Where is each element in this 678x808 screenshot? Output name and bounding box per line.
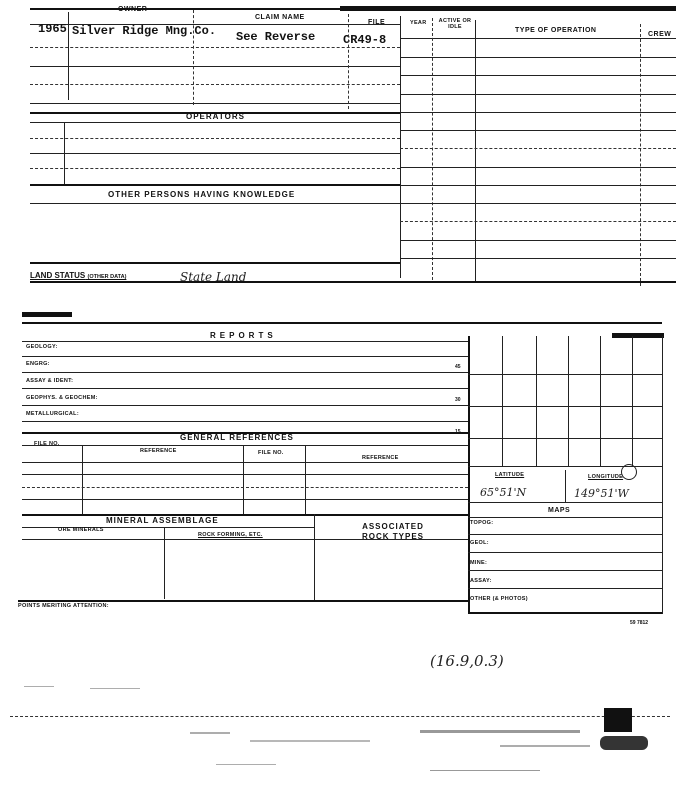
col-divider-type [475,20,476,282]
right-row-line [400,57,676,58]
grid-col [502,336,503,466]
maps-geol: GEOL: [470,540,489,546]
operators-line [30,138,400,139]
ref-header-file-no-2: FILE NO. [258,450,284,456]
scan-edge-line [10,716,670,717]
mineral-header-bottom [22,539,468,540]
mineral-col-assoc [314,514,315,602]
ref-line [22,462,468,463]
right-row-line [400,130,676,131]
scan-streak [190,732,230,734]
lat-long-bottom [468,502,662,503]
scan-streak [420,730,580,733]
ref-rule [22,445,468,446]
maps-other: OTHER (& PHOTOS) [470,596,528,602]
right-row-line [400,112,676,113]
grid-row [468,374,662,375]
file-header: FILE [368,19,386,26]
right-row-line [400,75,676,76]
right-row-line [400,185,676,186]
longitude-value: 149°51'W [574,487,629,500]
other-persons-label: OTHER PERSONS HAVING KNOWLEDGE [108,190,296,199]
ref-header-reference-2: REFERENCE [362,455,399,461]
bottom-form-top-mark-right [612,333,664,338]
maps-rule [468,517,662,518]
bottom-form-bottom-rule [468,612,662,614]
year-value: 1965 [38,22,67,36]
report-row-metallurgical: METALLURGICAL: [26,411,79,417]
operators-rule-under [30,122,400,123]
row-line [30,47,400,48]
operators-line [30,168,400,169]
ref-line [22,474,468,475]
grid-right-border [662,336,663,614]
year-header: YEAR [410,20,427,26]
col-divider-year [400,16,401,278]
reports-rule [22,341,468,342]
report-row-assay: ASSAY & IDENT: [26,378,74,384]
scale-15: 15 [455,429,461,435]
land-status-rule [30,262,400,264]
maps-label: MAPS [548,507,571,514]
report-row-engrg: ENGRG: [26,361,50,367]
maps-line [468,552,662,553]
longitude-circle-mark [621,464,637,480]
right-row-line [400,94,676,95]
grid-col [568,336,569,466]
grid-col [632,336,633,466]
ref-header-file-no-1: FILE NO. [34,441,60,447]
col-divider [193,10,194,105]
ref-col [305,445,306,515]
land-status-sub: (OTHER DATA) [87,274,127,280]
report-line [22,421,468,422]
ref-header-reference-1: REFERENCE [140,448,177,454]
latitude-value: 65°51'N [480,486,527,499]
ref-col [243,445,244,515]
maps-topog: TOPOG: [470,520,494,526]
crew-header: CREW [648,31,672,38]
land-status-label: LAND STATUS [30,271,86,280]
report-line [22,405,468,406]
owner-header: OWNER [118,6,148,13]
grid-col [600,336,601,466]
top-border-left [30,8,340,10]
grid-col [536,336,537,466]
maps-assay: ASSAY: [470,578,492,584]
report-row-geophys: GEOPHYS. & GEOCHEM: [26,395,98,401]
right-row-line [400,167,676,168]
latitude-label: LATITUDE [495,472,525,478]
points-rule [18,600,468,602]
maps-mine: MINE: [470,560,488,566]
grid-row [468,438,662,439]
report-line [22,356,468,357]
top-border-shadow [340,6,676,11]
right-grid-left-border [468,336,470,614]
row-line [30,84,400,85]
scan-speck [216,764,276,765]
scan-speck [90,688,140,689]
grid-row [468,406,662,407]
header-rule-right [400,38,676,39]
other-persons-rule [30,184,400,186]
points-meriting-label: POINTS MERITING ATTENTION: [18,603,109,609]
mineral-col [164,527,165,599]
right-row-line [400,258,676,259]
ref-line [22,499,468,500]
lat-long-divider [565,470,566,502]
scan-black-square [604,708,632,732]
handwritten-coordinates-note: (16.9,0.3) [430,652,504,670]
scan-streak [500,745,590,747]
report-row-geology: GEOLOGY: [26,344,58,350]
maps-line [468,570,662,571]
associated-rock-types-label: ASSOCIATED ROCK TYPES [361,522,424,541]
mineral-assemblage-label: MINERAL ASSEMBLAGE [106,516,219,525]
right-row-line [400,203,676,204]
scale-30: 30 [455,397,461,403]
ref-col [82,445,83,515]
scan-blot [600,736,648,750]
bottom-form-top-rule [22,322,662,324]
reports-label: REPORTS [210,331,277,340]
right-row-line [400,221,676,222]
general-references-label: GENERAL REFERENCES [180,433,294,442]
scan-streak [430,770,540,771]
report-line [22,372,468,373]
row-line [30,66,400,67]
scale-45: 45 [455,364,461,370]
col-divider [348,14,349,109]
claim-name-header: CLAIM NAME [255,14,305,21]
other-persons-rule-under [30,203,400,204]
bottom-form-top-mark-left [22,312,72,317]
land-status-label-wrap [30,271,126,280]
file-value: CR49-8 [343,33,387,47]
claim-name-value: See Reverse [236,30,316,44]
owner-value: Silver Ridge Mng.Co. [72,24,217,38]
scan-streak [250,740,370,742]
land-status-value: State Land [180,270,247,284]
report-line [22,388,468,389]
ore-minerals-label: ORE MINERALS [58,527,104,533]
right-row-line [400,240,676,241]
scan-speck [24,686,54,687]
row-line [30,103,400,104]
operators-line [30,153,400,154]
maps-line [468,588,662,589]
mineral-assemblage-rule [22,514,468,516]
operators-label: OPERATORS [186,112,245,121]
type-of-operation-header: TYPE OF OPERATION [515,27,597,34]
top-form-bottom-rule [30,281,676,283]
longitude-label: LONGITUDE [588,474,624,480]
form-number: 59 7812 [630,620,649,626]
col-divider [68,12,69,100]
ref-line [22,487,468,488]
right-row-line [400,148,676,149]
active-idle-header: ACTIVE OR IDLE [438,18,472,30]
maps-line [468,534,662,535]
rock-forming-label: ROCK FORMING, ETC. [198,532,263,538]
col-divider-crew [640,24,641,286]
